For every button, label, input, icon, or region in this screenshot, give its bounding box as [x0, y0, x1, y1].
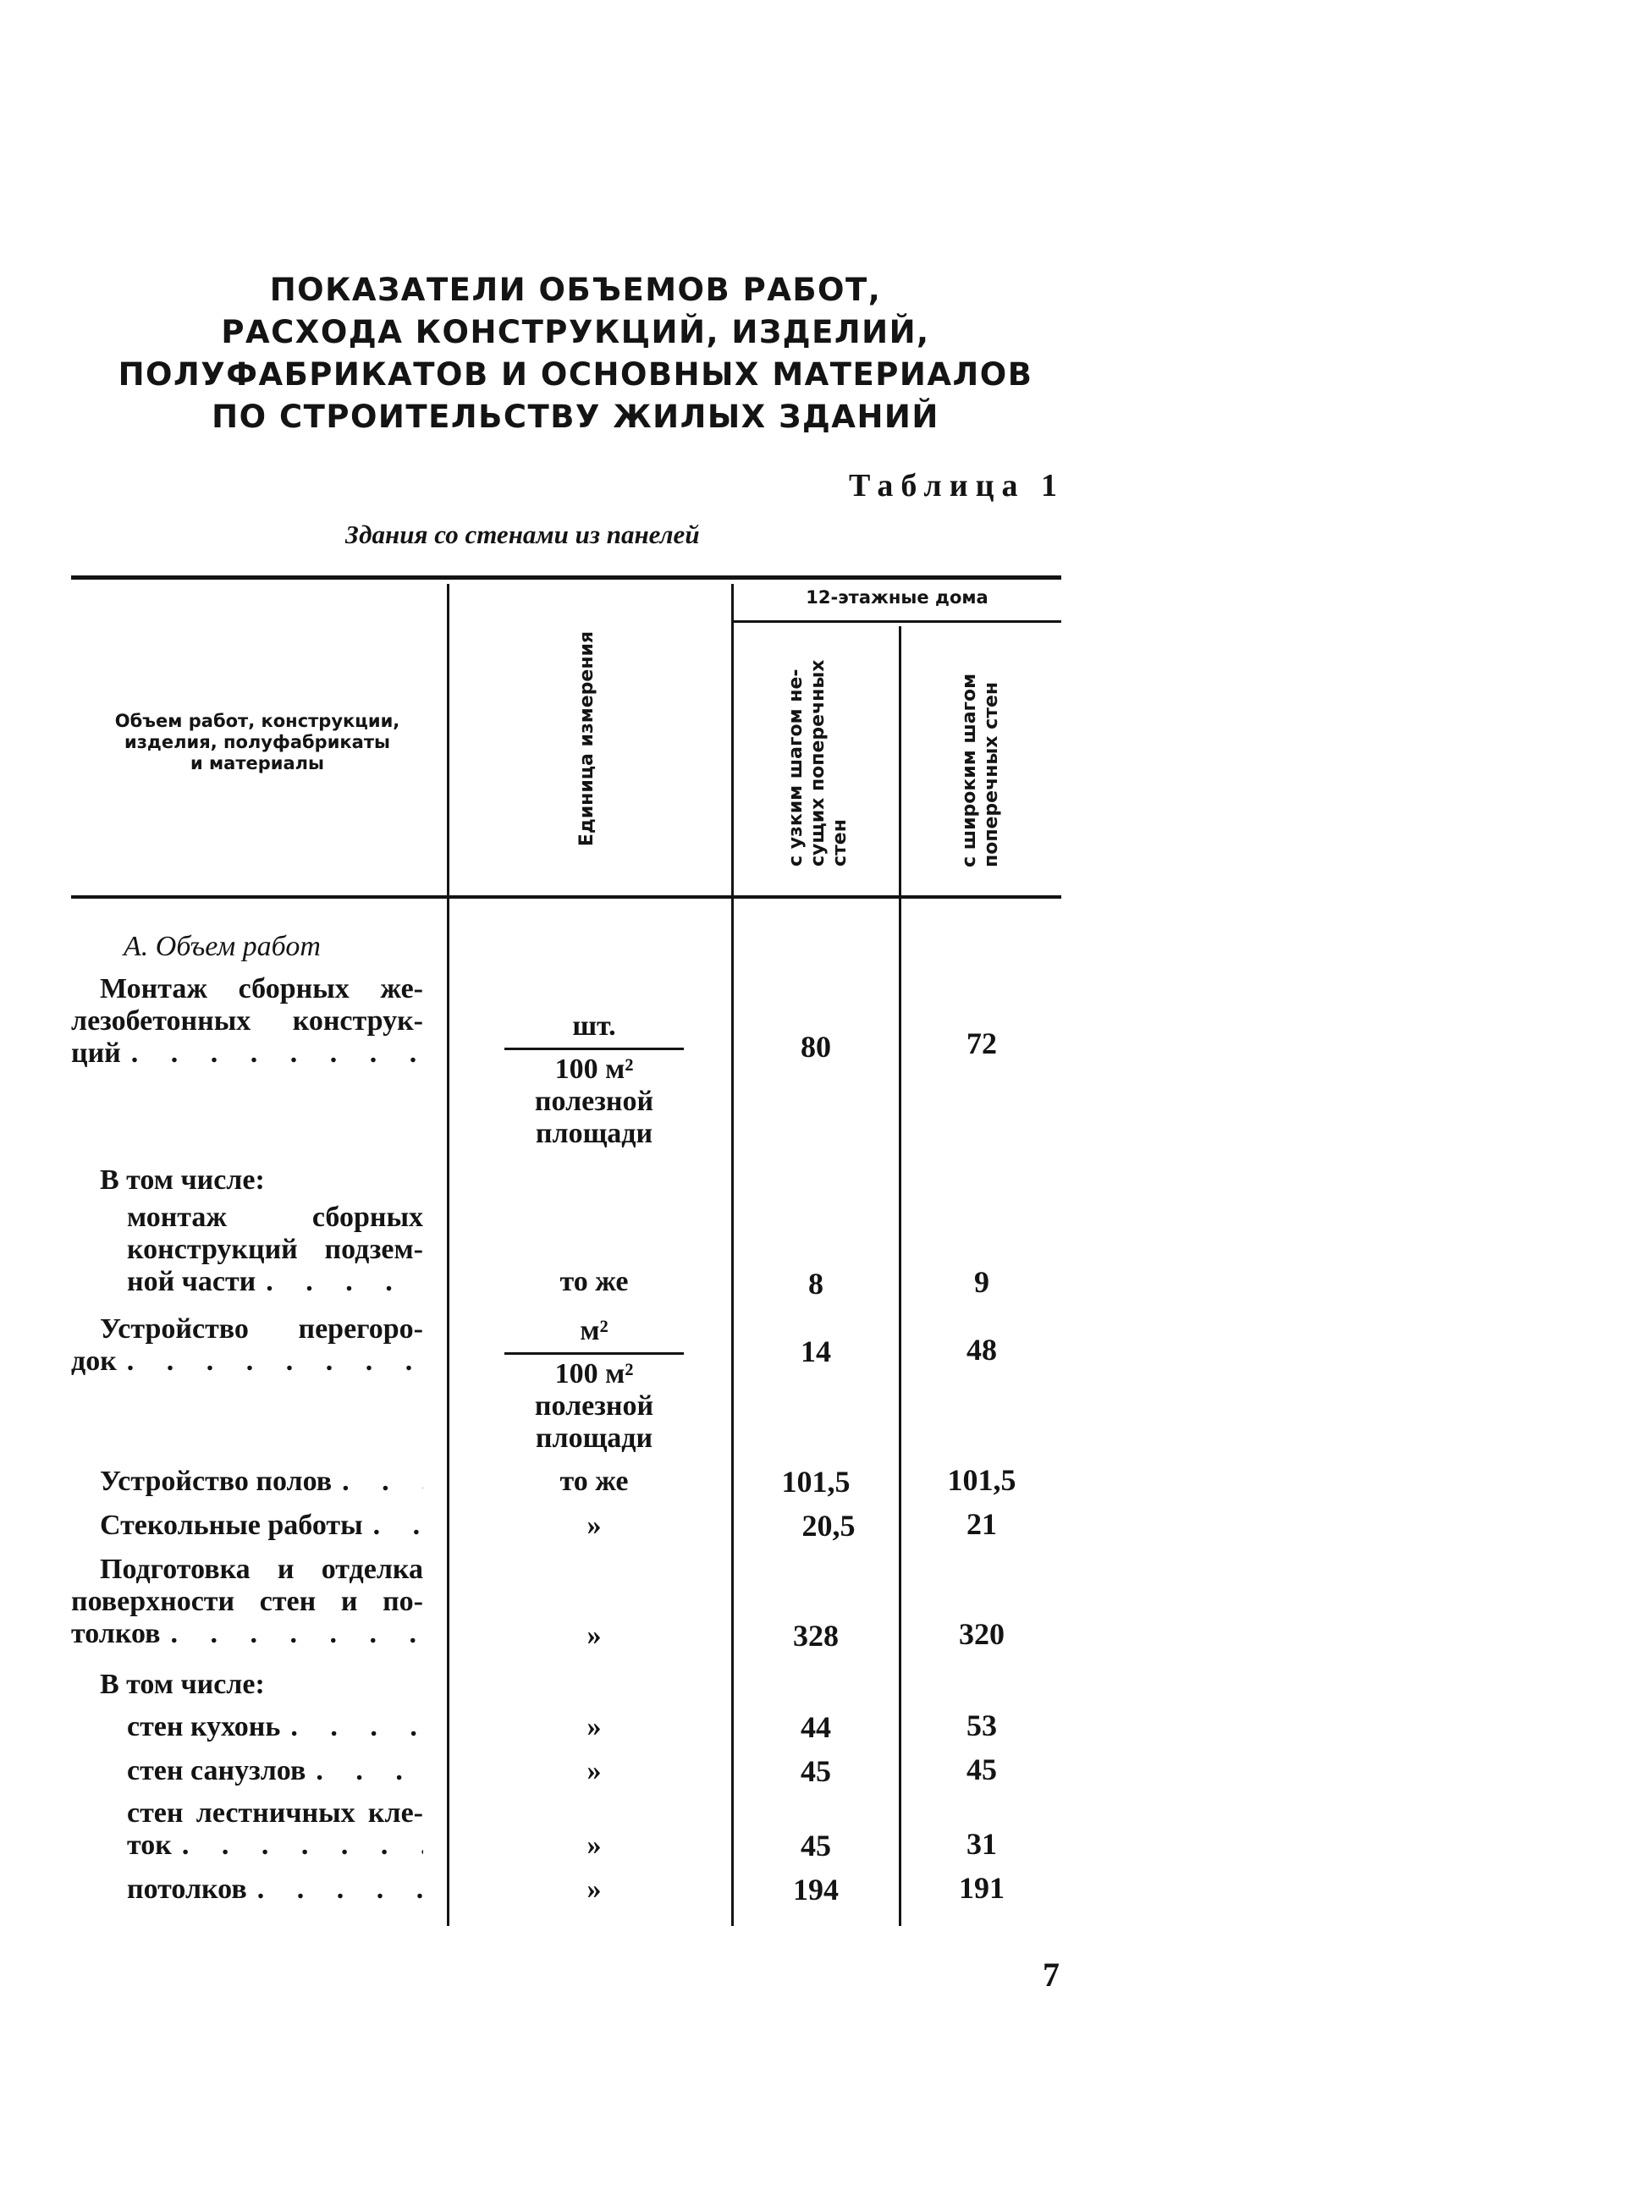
row-label-text: ток: [127, 1830, 172, 1861]
fraction-bar: [504, 1352, 684, 1355]
row-label-line: [127, 1711, 423, 1743]
value-cell: 328: [793, 1619, 839, 1653]
subgroup-label: В том числе:: [100, 1669, 265, 1700]
value-cell: 45: [966, 1753, 997, 1786]
header-text: изделия, полуфабрикаты: [124, 732, 390, 752]
row-label: [71, 1554, 423, 1650]
row-label-line: [127, 1830, 423, 1862]
row-label-line: лезобетонных конструк-: [71, 1005, 423, 1037]
unit-cell: »: [586, 1620, 602, 1651]
unit-cell: то же: [559, 1466, 629, 1497]
title-line: ПО СТРОИТЕЛЬСТВУ ЖИЛЫХ ЗДАНИЙ: [212, 399, 939, 435]
unit-denominator: полезной: [534, 1390, 654, 1422]
header-text: Единица измерения: [576, 630, 597, 847]
row-label: [127, 1202, 423, 1298]
row-label-line: [100, 1466, 423, 1498]
unit-cell: »: [586, 1830, 602, 1861]
dot-leader: [373, 1510, 423, 1542]
value-cell: 194: [793, 1873, 839, 1907]
unit-cell: »: [586, 1874, 602, 1905]
row-label: [127, 1797, 423, 1862]
row-label-line: монтаж сборных: [127, 1202, 423, 1233]
value-cell: 20,5: [801, 1509, 856, 1543]
unit-denominator: площади: [535, 1422, 653, 1454]
row-label: [100, 1510, 423, 1542]
row-label-text: ций: [71, 1037, 121, 1069]
title-line: ПОЛУФАБРИКАТОВ И ОСНОВНЫХ МАТЕРИАЛОВ: [118, 356, 1033, 393]
row-label-line: [127, 1266, 423, 1298]
title-line: ПОКАЗАТЕЛИ ОБЪЕМОВ РАБОТ,: [269, 272, 882, 308]
row-label-text: толков: [71, 1618, 161, 1649]
header-text: и материалы: [190, 753, 325, 773]
header-unit-column: [576, 629, 602, 849]
unit-cell: »: [586, 1510, 602, 1541]
unit-denominator: 100 м²: [554, 1054, 634, 1085]
dot-leader: [182, 1830, 423, 1862]
section-heading: А. Объем работ: [124, 931, 321, 962]
subgroup-label: В том числе:: [100, 1164, 265, 1196]
table-top-rule: [71, 575, 1061, 580]
dot-leader: [316, 1755, 423, 1787]
unit-numerator: шт.: [572, 1010, 616, 1042]
table-caption: Здания со стенами из панелей: [345, 520, 700, 549]
dot-leader: [266, 1266, 423, 1298]
value-cell: 14: [801, 1334, 831, 1368]
value-cell: 53: [966, 1709, 997, 1742]
value-cell: 320: [959, 1617, 1005, 1651]
group-header-rule: [733, 620, 1061, 623]
row-label-line: Монтаж сборных же-: [100, 973, 423, 1004]
row-label: [71, 973, 423, 1070]
row-label-text: потолков: [127, 1874, 247, 1905]
row-label-line: Устройство перегоро-: [100, 1313, 423, 1345]
row-label-line: [127, 1874, 423, 1906]
header-text: сущих поперечных: [807, 659, 829, 867]
row-label-line: [71, 1618, 423, 1650]
row-label: [127, 1755, 423, 1787]
unit-denominator: площади: [535, 1118, 653, 1149]
dot-leader: [342, 1466, 423, 1498]
header-wide-step-column: [959, 664, 1005, 867]
value-cell: 45: [801, 1754, 831, 1788]
value-cell: 31: [966, 1827, 997, 1861]
unit-cell: [504, 1010, 684, 1150]
row-label-line: [100, 1510, 423, 1542]
row-label-line: конструкций подзем-: [127, 1234, 423, 1265]
unit-denominator: полезной: [534, 1086, 654, 1117]
dot-leader: [127, 1345, 423, 1378]
unit-cell: »: [586, 1755, 602, 1786]
value-cell: 45: [801, 1829, 831, 1863]
value-cell: 101,5: [947, 1463, 1016, 1497]
header-text: с узким шагом не-: [785, 669, 807, 867]
row-label-line: [71, 1037, 423, 1070]
table-label: Таблица 1: [848, 468, 1065, 503]
row-label-line: [71, 1345, 423, 1378]
row-label-text: Устройство полов: [100, 1466, 333, 1497]
unit-denominator: 100 м²: [554, 1358, 634, 1389]
page-number: 7: [1043, 1956, 1060, 1994]
header-item-column: [71, 711, 443, 774]
row-label-line: Подготовка и отделка: [100, 1554, 423, 1585]
fraction-bar: [504, 1048, 684, 1050]
value-cell: 21: [966, 1507, 997, 1541]
value-cell: 191: [959, 1871, 1005, 1905]
header-group-12-storey: 12-этажные дома: [806, 587, 988, 608]
dot-leader: [257, 1874, 423, 1906]
header-text: стен: [829, 819, 851, 867]
header-bottom-rule: [71, 895, 1061, 899]
row-label-line: поверхности стен и по-: [71, 1586, 423, 1617]
row-label-text: Стекольные работы: [100, 1510, 363, 1541]
unit-cell: [504, 1315, 684, 1455]
unit-cell: то же: [559, 1266, 629, 1297]
header-text: с широким шагом: [959, 673, 980, 867]
row-label-text: док: [71, 1345, 117, 1377]
header-text: Объем работ, конструкции,: [114, 711, 400, 731]
row-label: [71, 1313, 423, 1378]
column-divider: [899, 626, 901, 1926]
value-cell: 72: [966, 1026, 997, 1060]
dot-leader: [171, 1618, 423, 1650]
value-cell: 101,5: [781, 1465, 851, 1499]
value-cell: 9: [974, 1265, 989, 1299]
value-cell: 8: [808, 1267, 823, 1301]
unit-cell: »: [586, 1711, 602, 1742]
value-cell: 80: [801, 1030, 831, 1064]
header-text: поперечных стен: [981, 681, 1002, 867]
dot-leader: [131, 1037, 423, 1070]
document-title: [102, 269, 1049, 438]
row-label: [100, 1466, 423, 1498]
row-label-text: ной части: [127, 1266, 256, 1297]
dot-leader: [290, 1711, 423, 1743]
value-cell: 44: [801, 1710, 831, 1744]
row-label: [127, 1874, 423, 1906]
row-label-text: стен кухонь: [127, 1711, 281, 1742]
value-cell: 48: [966, 1333, 997, 1367]
header-narrow-step-column: [785, 659, 853, 867]
row-label-line: [127, 1755, 423, 1787]
row-label-line: стен лестничных кле-: [127, 1797, 423, 1829]
column-divider: [447, 584, 449, 1926]
row-label-text: стен санузлов: [127, 1755, 306, 1786]
title-line: РАСХОДА КОНСТРУКЦИЙ, ИЗДЕЛИЙ,: [221, 314, 930, 350]
unit-numerator: м²: [580, 1315, 608, 1346]
row-label: [127, 1711, 423, 1743]
